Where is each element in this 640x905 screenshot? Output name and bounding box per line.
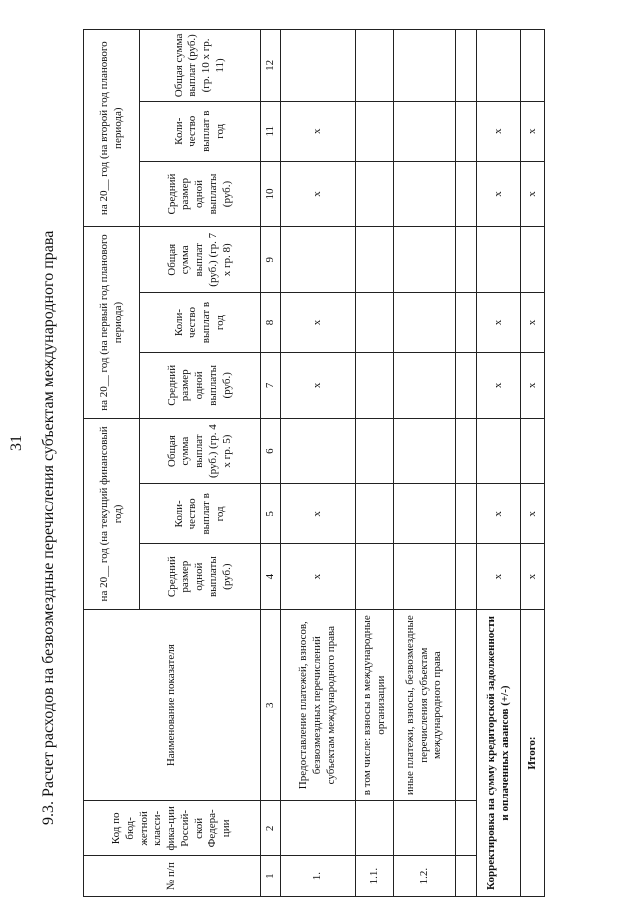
cell-avg-3: x xyxy=(521,161,545,227)
col-number: 9 xyxy=(261,227,281,293)
cell-count-3: x xyxy=(521,101,545,161)
cell-avg-2 xyxy=(394,352,456,418)
cell-avg-1 xyxy=(394,544,456,610)
header-avg-2: Средний размер одной выплаты (руб.) xyxy=(140,352,261,418)
cell-avg-3 xyxy=(394,161,456,227)
cell-sum-1 xyxy=(477,418,521,484)
row-name xyxy=(456,610,477,801)
cell-count-2: x xyxy=(521,293,545,353)
col-number: 3 xyxy=(261,610,281,801)
row-code xyxy=(394,801,456,856)
table-row xyxy=(394,30,456,897)
header-num: № п/п xyxy=(84,856,261,897)
table-row xyxy=(456,30,477,897)
header-period-current: на 20__ год (на текущий финансовый год) xyxy=(84,418,140,609)
cell-count-1 xyxy=(356,484,394,544)
header-row-periods xyxy=(84,30,140,897)
cell-count-2 xyxy=(394,293,456,353)
cell-count-3: x xyxy=(477,101,521,161)
row-name: в том числе: взносы в международные организации xyxy=(356,610,394,801)
header-sum-2: Общая сумма выплат (руб.) (гр. 7 х гр. 8) xyxy=(140,227,261,293)
row-num xyxy=(456,856,477,897)
cell-avg-2 xyxy=(456,352,477,418)
cell-sum-1 xyxy=(456,418,477,484)
total-label: Итого: xyxy=(521,610,545,897)
row-code xyxy=(356,801,394,856)
cell-avg-2: x xyxy=(281,352,356,418)
cell-count-3 xyxy=(356,101,394,161)
column-numbers-row xyxy=(261,30,281,897)
row-code xyxy=(456,801,477,856)
col-number: 11 xyxy=(261,101,281,161)
cell-count-2 xyxy=(356,293,394,353)
expenses-table xyxy=(83,29,545,897)
row-num: 1.2. xyxy=(394,856,456,897)
cell-count-3 xyxy=(456,101,477,161)
header-count-1: Коли-чество выплат в год xyxy=(140,484,261,544)
col-number: 8 xyxy=(261,293,281,353)
page-number: 31 xyxy=(8,435,25,451)
cell-count-1 xyxy=(394,484,456,544)
cell-sum-3 xyxy=(356,30,394,102)
col-number: 4 xyxy=(261,544,281,610)
table-row xyxy=(356,30,394,897)
header-period-first: на 20__ год (на первый год планового периода) xyxy=(84,227,140,418)
cell-sum-1 xyxy=(521,418,545,484)
cell-avg-3: x xyxy=(281,161,356,227)
header-name: Наименование показателя xyxy=(84,610,261,801)
cell-avg-1 xyxy=(356,544,394,610)
correction-row xyxy=(477,30,521,897)
header-avg-1: Средний размер одной выплаты (руб.) xyxy=(140,544,261,610)
row-name: Предоставление платежей, взносов, безвозмездных перечислений субъектам международного права xyxy=(281,610,356,801)
row-num: 1. xyxy=(281,856,356,897)
cell-count-1: x xyxy=(521,484,545,544)
cell-sum-3 xyxy=(394,30,456,102)
cell-sum-1 xyxy=(394,418,456,484)
col-number: 10 xyxy=(261,161,281,227)
col-number: 2 xyxy=(261,801,281,856)
cell-count-2: x xyxy=(281,293,356,353)
cell-count-3 xyxy=(394,101,456,161)
row-num: 1.1. xyxy=(356,856,394,897)
cell-sum-3 xyxy=(521,30,545,102)
cell-avg-1: x xyxy=(477,544,521,610)
cell-sum-1 xyxy=(356,418,394,484)
cell-count-1: x xyxy=(281,484,356,544)
cell-sum-2 xyxy=(521,227,545,293)
cell-sum-2 xyxy=(394,227,456,293)
header-sum-1: Общая сумма выплат (руб.) (гр. 4 х гр. 5) xyxy=(140,418,261,484)
cell-count-3: x xyxy=(281,101,356,161)
section-title: 9.3. Расчет расходов на безвозмездные перечисления субъектам международного права xyxy=(40,230,57,825)
cell-sum-3 xyxy=(477,30,521,102)
cell-count-2: x xyxy=(477,293,521,353)
cell-avg-3 xyxy=(356,161,394,227)
cell-avg-1: x xyxy=(521,544,545,610)
cell-count-1 xyxy=(456,484,477,544)
col-number: 1 xyxy=(261,856,281,897)
cell-sum-2 xyxy=(456,227,477,293)
header-avg-3: Средний размер одной выплаты (руб.) xyxy=(140,161,261,227)
cell-avg-3: x xyxy=(477,161,521,227)
cell-sum-3 xyxy=(456,30,477,102)
cell-sum-2 xyxy=(356,227,394,293)
cell-sum-2 xyxy=(477,227,521,293)
cell-count-2 xyxy=(456,293,477,353)
header-code: Код по бюд-жетной класси-фика-ции Россий-ской Федера-ции xyxy=(84,801,261,856)
cell-sum-2 xyxy=(281,227,356,293)
col-number: 12 xyxy=(261,30,281,102)
cell-avg-3 xyxy=(456,161,477,227)
cell-avg-1 xyxy=(456,544,477,610)
cell-sum-1 xyxy=(281,418,356,484)
col-number: 7 xyxy=(261,352,281,418)
col-number: 6 xyxy=(261,418,281,484)
cell-count-1: x xyxy=(477,484,521,544)
table-row xyxy=(281,30,356,897)
col-number: 5 xyxy=(261,484,281,544)
cell-sum-3 xyxy=(281,30,356,102)
cell-avg-2: x xyxy=(477,352,521,418)
total-row xyxy=(521,30,545,897)
row-name: иные платежи, взносы, безвозмездные перечисления субъектам международного права xyxy=(394,610,456,801)
row-code xyxy=(281,801,356,856)
cell-avg-1: x xyxy=(281,544,356,610)
correction-label: Корректировка на сумму кредиторской задолженности и оплаченных авансов (+/-) xyxy=(477,610,521,897)
header-sum-3: Общая сумма выплат (руб.) (гр. 10 х гр. 11) xyxy=(140,30,261,102)
cell-avg-2: x xyxy=(521,352,545,418)
header-period-second: на 20__ год (на второй год планового периода) xyxy=(84,30,140,227)
header-count-2: Коли-чество выплат в год xyxy=(140,293,261,353)
header-count-3: Коли-чество выплат в год xyxy=(140,101,261,161)
cell-avg-2 xyxy=(356,352,394,418)
